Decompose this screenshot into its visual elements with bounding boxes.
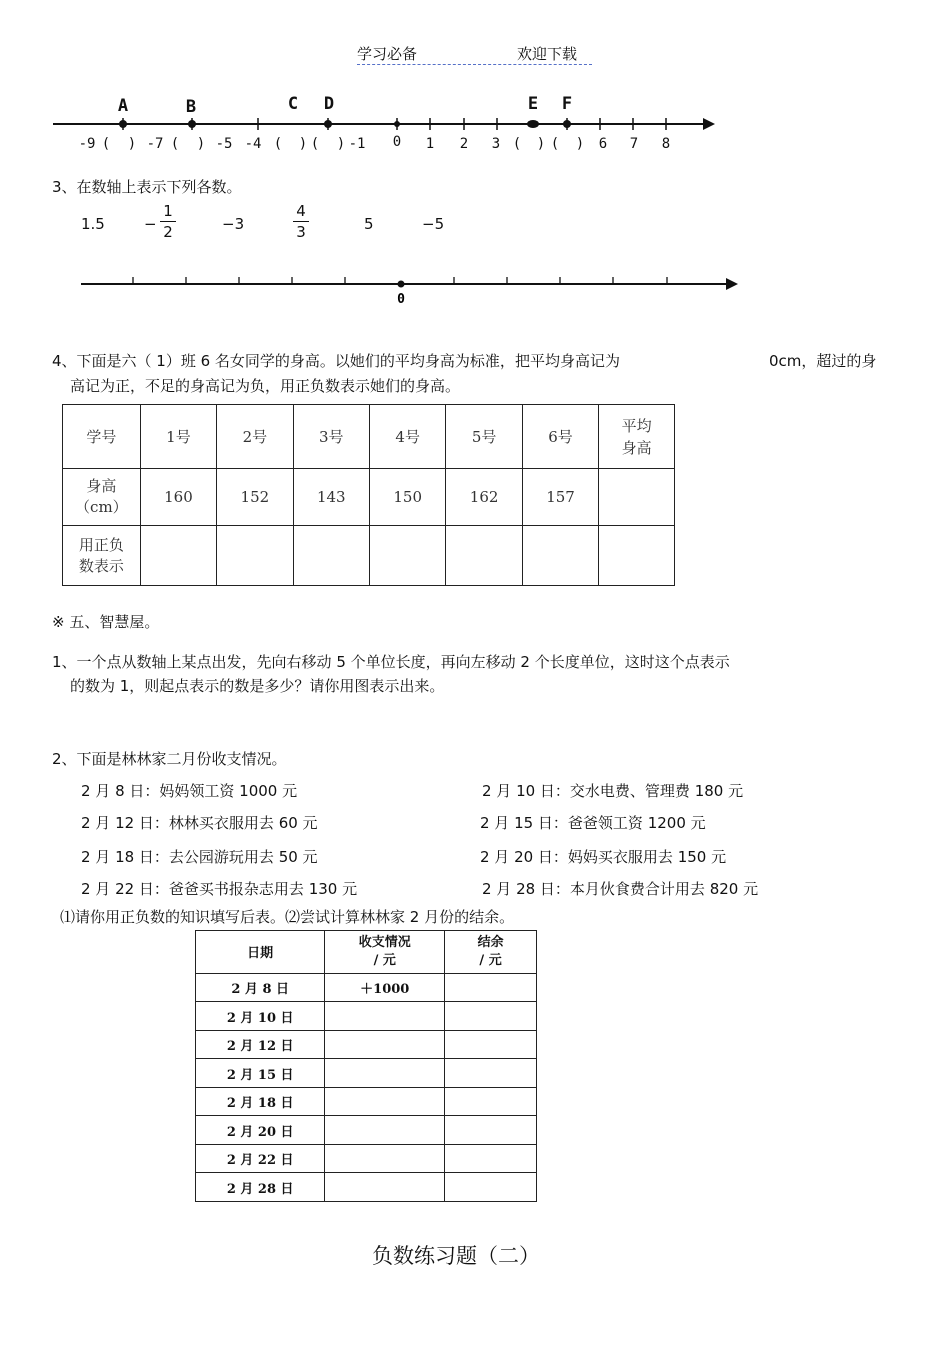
denominator: 3 [296, 223, 306, 241]
tick-neg5: -5 [215, 136, 233, 152]
header-cell: 3号 [293, 405, 369, 469]
answer-cell [446, 526, 522, 586]
height-cell: 150 [369, 469, 445, 526]
point-b [188, 120, 196, 128]
date-cell: 2 月 20 日 [196, 1116, 325, 1145]
row-label: 身高 （cm） [63, 469, 141, 526]
header-cell: 结余 / 元 [445, 931, 537, 974]
tick-3: 3 [491, 136, 501, 152]
header-right: 欢迎下载 [517, 45, 578, 63]
axis-arrow [726, 278, 738, 290]
balance-cell [445, 1173, 537, 1202]
number-line-2 [0, 265, 750, 310]
point-zero [394, 121, 400, 127]
paren-close: ) [127, 136, 137, 152]
tick-8: 8 [661, 136, 671, 152]
header-cell: 2号 [217, 405, 293, 469]
p2-item: 2 月 12 日：林林买衣服用去 60 元 [81, 814, 318, 832]
footer-title: 负数练习题（二） [372, 1244, 540, 1268]
paren-close: ) [536, 136, 546, 152]
amount-cell [325, 1030, 445, 1059]
date-cell: 2 月 12 日 [196, 1030, 325, 1059]
amount-cell [325, 1173, 445, 1202]
date-cell: 2 月 28 日 [196, 1173, 325, 1202]
p2-item: 2 月 8 日：妈妈领工资 1000 元 [81, 782, 298, 800]
balance-cell [445, 1002, 537, 1031]
p2-item: 2 月 22 日：爸爸买书报杂志用去 130 元 [81, 880, 358, 898]
height-table [62, 404, 675, 586]
header-left: 学习必备 [357, 45, 418, 63]
height-cell: 152 [217, 469, 293, 526]
tick-neg7: -7 [146, 136, 164, 152]
header-cell: 4号 [369, 405, 445, 469]
tick-neg9: -9 [78, 136, 96, 152]
balance-cell [445, 1116, 537, 1145]
point-d [324, 120, 332, 128]
q3-fraction-four-thirds [293, 202, 309, 241]
point-f [563, 120, 571, 128]
q3-number-5: 5 [364, 215, 374, 233]
paren-open: ( [273, 136, 283, 152]
answer-cell [522, 526, 598, 586]
amount-cell [325, 1059, 445, 1088]
paren-open: ( [170, 136, 180, 152]
p2-item: 2 月 20 日：妈妈买衣服用去 150 元 [480, 848, 727, 866]
label-d: D [323, 94, 335, 114]
q3-number-6: −5 [422, 215, 445, 233]
numerator: 4 [296, 202, 306, 220]
header-cell: 学号 [63, 405, 141, 469]
amount-cell [325, 1002, 445, 1031]
label-b: B [185, 97, 197, 117]
number-line-1 [0, 85, 720, 160]
header-cell: 5号 [446, 405, 522, 469]
denominator: 2 [163, 223, 173, 241]
label-f: F [561, 94, 573, 114]
header-cell: 1号 [140, 405, 216, 469]
label-a: A [117, 96, 129, 116]
q3-fraction-half [160, 202, 176, 241]
answer-cell [369, 526, 445, 586]
zero-label: 0 [397, 292, 405, 307]
date-cell: 2 月 18 日 [196, 1087, 325, 1116]
paren-open: ( [310, 136, 320, 152]
q4-line1b: 0cm，超过的身 [769, 352, 877, 370]
p2-item: 2 月 28 日：本月伙食费合计用去 820 元 [482, 880, 759, 898]
point-e [527, 120, 539, 128]
balance-cell [445, 1087, 537, 1116]
p1-line1: 1、一个点从数轴上某点出发，先向右移动 5 个单位长度，再向左移动 2 个长度单位，这时这个点表示 [52, 653, 730, 671]
date-cell: 2 月 22 日 [196, 1144, 325, 1173]
row-label: 用正负 数表示 [63, 526, 141, 586]
point-zero [398, 281, 405, 288]
axis-arrow [703, 118, 715, 130]
height-cell: 160 [140, 469, 216, 526]
balance-cell [445, 1144, 537, 1173]
height-cell: 143 [293, 469, 369, 526]
p2-item: 2 月 10 日：交水电费、管理费 180 元 [482, 782, 744, 800]
header-underline [357, 64, 592, 65]
balance-cell [445, 1030, 537, 1059]
tick-neg1: -1 [348, 136, 366, 152]
height-cell [599, 469, 675, 526]
budget-table [195, 930, 537, 1202]
answer-cell [217, 526, 293, 586]
tick-7: 7 [629, 136, 639, 152]
paren-close: ) [298, 136, 308, 152]
amount-cell [325, 1116, 445, 1145]
amount-cell [325, 1144, 445, 1173]
q3-number-1: 1.5 [81, 215, 105, 233]
height-cell: 162 [446, 469, 522, 526]
q3-text: 3、在数轴上表示下列各数。 [52, 178, 242, 196]
paren-close: ) [196, 136, 206, 152]
header-cell: 收支情况 / 元 [325, 931, 445, 974]
amount-cell [325, 1087, 445, 1116]
label-e: E [527, 94, 539, 114]
paren-open: ( [101, 136, 111, 152]
p2-item: 2 月 18 日：去公园游玩用去 50 元 [81, 848, 318, 866]
height-cell: 157 [522, 469, 598, 526]
tick-6: 6 [598, 136, 608, 152]
tick-0: 0 [392, 134, 402, 150]
point-a [119, 120, 127, 128]
answer-cell [293, 526, 369, 586]
numerator: 1 [163, 202, 173, 220]
header-cell: 6号 [522, 405, 598, 469]
balance-cell [445, 1059, 537, 1088]
paren-open: ( [512, 136, 522, 152]
header-cell: 日期 [196, 931, 325, 974]
date-cell: 2 月 8 日 [196, 973, 325, 1002]
tick-2: 2 [459, 136, 469, 152]
label-c: C [287, 94, 299, 114]
p1-line2: 的数为 1，则起点表示的数是多少？请你用图表示出来。 [70, 677, 445, 695]
q3-number-3: −3 [222, 215, 245, 233]
tick-1: 1 [425, 136, 435, 152]
q3-number-2-sign: − [144, 215, 157, 233]
answer-cell [599, 526, 675, 586]
balance-cell [445, 973, 537, 1002]
tick-neg4: -4 [244, 136, 262, 152]
date-cell: 2 月 15 日 [196, 1059, 325, 1088]
answer-cell [140, 526, 216, 586]
section5-title: ※ 五、智慧屋。 [52, 613, 160, 631]
p2-instruction: ⑴请你用正负数的知识填写后表。⑵尝试计算林林家 2 月份的结余。 [60, 908, 515, 926]
paren-close: ) [575, 136, 585, 152]
paren-open: ( [550, 136, 560, 152]
p2-title: 2、下面是林林家二月份收支情况。 [52, 750, 287, 768]
p2-item: 2 月 15 日：爸爸领工资 1200 元 [480, 814, 706, 832]
amount-cell: ＋1000 [325, 973, 445, 1002]
paren-close: ) [336, 136, 346, 152]
q4-line2: 高记为正，不足的身高记为负，用正负数表示她们的身高。 [70, 377, 461, 395]
date-cell: 2 月 10 日 [196, 1002, 325, 1031]
header-cell: 平均 身高 [599, 405, 675, 469]
q4-line1: 4、下面是六（ 1）班 6 名女同学的身高。以她们的平均身高为标准，把平均身高记为 [52, 352, 620, 370]
